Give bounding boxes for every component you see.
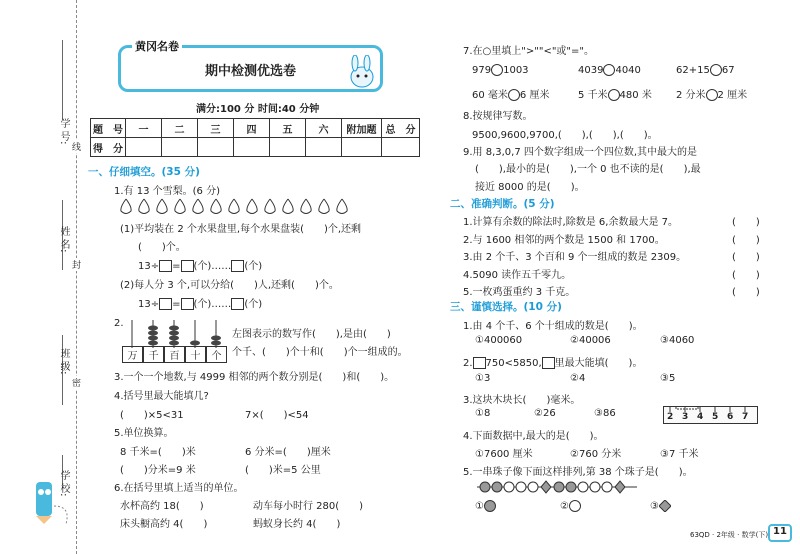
option[interactable]: ③7 千米 xyxy=(660,449,699,460)
ruler-label: 4 xyxy=(697,412,704,422)
class-label: 班 级: xyxy=(58,348,69,375)
brand-logo: 黄冈名卷 xyxy=(132,38,182,54)
option[interactable]: ③5 xyxy=(660,373,676,384)
question-text: ( )米=5 公里 xyxy=(245,465,321,476)
place-label: 百 xyxy=(164,346,185,363)
section-heading: 一、仔细填空。(35 分) xyxy=(88,166,200,178)
compare-circle[interactable] xyxy=(706,89,718,101)
equation-text: (个) xyxy=(244,299,263,310)
question-text: ( )个。 xyxy=(138,242,186,253)
score-table xyxy=(90,118,420,157)
compare-item xyxy=(676,86,747,101)
question-text: 动车每小时行 280( ) xyxy=(253,501,364,512)
table-cell: 题 号 xyxy=(91,119,126,138)
question-text: 5.一串珠子像下面这样排列,第 38 个珠子是( )。 xyxy=(463,467,693,478)
ruler-label: 7 xyxy=(742,412,749,422)
name-label: 姓 名: xyxy=(58,226,69,253)
question-text: 个千、( )个十和( )个一组成的。 xyxy=(232,347,408,358)
compare-circle[interactable] xyxy=(710,64,722,76)
question-number: 2. xyxy=(114,318,124,329)
question-text: 750<5850, xyxy=(485,358,542,369)
school-label: 学 校: xyxy=(58,470,69,497)
answer-paren[interactable]: ( ) xyxy=(732,270,760,281)
answer-paren[interactable]: ( ) xyxy=(732,217,760,228)
answer-box[interactable] xyxy=(181,260,194,272)
question-text: ( )×5<31 xyxy=(120,410,184,421)
answer-box[interactable] xyxy=(159,298,172,310)
question-text: 5.单位换算。 xyxy=(114,428,174,439)
compare-item xyxy=(578,64,641,76)
question-text: 6.在括号里填上适当的单位。 xyxy=(114,483,244,494)
rabbit-mascot-icon xyxy=(345,55,380,91)
ruler-label: 5 xyxy=(712,412,719,422)
exam-meta: 满分:100 分 时间:40 分钟 xyxy=(196,104,320,115)
bead-option[interactable] xyxy=(650,500,671,512)
question-text: 6 分米=( )厘米 xyxy=(245,447,331,458)
question-text: 1.由 4 个千、6 个十组成的数是( )。 xyxy=(463,321,643,332)
question-text: 水杯高约 18( ) xyxy=(120,501,204,512)
compare-left: 5 千米 xyxy=(578,90,608,101)
compare-right: 2 厘米 xyxy=(717,90,748,101)
compare-circle[interactable] xyxy=(608,89,620,101)
question-text: 床头橱高约 4( ) xyxy=(120,519,208,530)
question-text: 里最大能填( )。 xyxy=(554,358,643,369)
binding-line xyxy=(76,0,77,554)
judge-item: 5.一枚鸡蛋重约 3 千克。 xyxy=(463,287,576,298)
pencil-mascot-icon xyxy=(26,476,76,526)
dark-bead-icon xyxy=(484,500,496,512)
question-text: 左图表示的数写作( ),是由( ) xyxy=(232,329,391,340)
answer-box[interactable] xyxy=(542,357,555,369)
table-cell: 得 分 xyxy=(91,138,126,157)
question-text: 4.下面数据中,最大的是( )。 xyxy=(463,431,604,442)
table-cell: 三 xyxy=(198,119,234,138)
equation-text: (个)…… xyxy=(193,261,232,272)
compare-right: 1003 xyxy=(503,65,529,76)
judge-item: 3.由 2 个千、3 个百和 9 个一组成的数是 2309。 xyxy=(463,252,687,263)
score-cell[interactable] xyxy=(382,138,420,157)
mi-mark: 密 xyxy=(72,376,81,389)
option[interactable]: ②760 分米 xyxy=(570,449,622,460)
question-text: 7×( )<54 xyxy=(245,410,309,421)
compare-left: 2 分米 xyxy=(676,90,706,101)
option[interactable]: ①3 xyxy=(475,373,491,384)
place-label: 十 xyxy=(185,346,206,363)
option[interactable]: ①7600 厘米 xyxy=(475,449,533,460)
equation-text: 13÷ xyxy=(138,261,160,272)
option[interactable]: ③4060 xyxy=(660,335,695,346)
equation xyxy=(138,257,262,272)
section-heading: 三、谨慎选择。(10 分) xyxy=(450,301,562,313)
answer-paren[interactable]: ( ) xyxy=(732,235,760,246)
question-text: 9500,9600,9700,( ),( ),( )。 xyxy=(472,130,658,141)
footer-text: 63QD · 2年级 · 数学(下) xyxy=(690,531,769,539)
place-label: 万 xyxy=(122,346,143,363)
compare-left: 62+15 xyxy=(676,65,710,76)
question-text: (1)平均装在 2 个水果盘里,每个水果盘装( )个,还剩 xyxy=(120,224,362,235)
ruler-label: 6 xyxy=(727,412,734,422)
compare-right: 4040 xyxy=(615,65,641,76)
page-title: 期中检测优选卷 xyxy=(204,64,296,79)
light-bead-icon xyxy=(569,500,581,512)
question-text: 接近 8000 的是( )。 xyxy=(475,182,585,193)
judge-item: 4.5090 读作五千零九。 xyxy=(463,270,572,281)
answer-box[interactable] xyxy=(473,357,486,369)
bead-option[interactable] xyxy=(560,500,581,512)
question-text: 4.括号里最大能填几? xyxy=(114,391,209,402)
compare-circle[interactable] xyxy=(508,89,520,101)
xian-mark: 线 xyxy=(72,140,81,153)
section-heading: 二、准确判断。(5 分) xyxy=(450,198,555,210)
field-line xyxy=(62,40,63,120)
option[interactable]: ②40006 xyxy=(570,335,611,346)
question-text: 蚂蚁身长约 4( ) xyxy=(253,519,341,530)
question-text: ( )分米=9 米 xyxy=(120,465,196,476)
score-cell[interactable] xyxy=(306,138,342,157)
judge-item: 1.计算有余数的除法时,除数是 6,余数最大是 7。 xyxy=(463,217,678,228)
compare-right: 6 厘米 xyxy=(519,90,550,101)
table-row xyxy=(91,138,420,157)
score-cell[interactable] xyxy=(270,138,306,157)
place-label: 千 xyxy=(143,346,164,363)
table-cell: 一 xyxy=(126,119,162,138)
abacus-labels xyxy=(122,346,227,363)
table-cell: 五 xyxy=(270,119,306,138)
table-cell: 附加题 xyxy=(342,119,382,138)
compare-right: 67 xyxy=(721,65,735,76)
question-text: 7.在○里填上">""<"或"="。 xyxy=(463,46,595,57)
bead-option[interactable] xyxy=(475,500,496,512)
compare-circle[interactable] xyxy=(491,64,503,76)
answer-box[interactable] xyxy=(181,298,194,310)
equation-text: = xyxy=(172,299,181,310)
option[interactable]: ②26 xyxy=(534,408,556,419)
equation-text: (个)…… xyxy=(193,299,232,310)
compare-left: 60 毫米 xyxy=(472,90,508,101)
option-label: ① xyxy=(475,501,484,512)
score-cell[interactable] xyxy=(126,138,162,157)
compare-right: 480 米 xyxy=(619,90,652,101)
answer-paren[interactable]: ( ) xyxy=(732,252,760,263)
pear-icon-row xyxy=(118,197,358,217)
question-text: ( ),最小的是( ),一个 0 也不读的是( ),最 xyxy=(475,164,701,175)
compare-left: 979 xyxy=(472,65,492,76)
diamond-bead-icon xyxy=(659,500,671,512)
option[interactable]: ③86 xyxy=(594,408,616,419)
score-cell[interactable] xyxy=(234,138,270,157)
equation-text: (个) xyxy=(244,261,263,272)
answer-box[interactable] xyxy=(231,298,244,310)
answer-box[interactable] xyxy=(159,260,172,272)
question-text: 1.有 13 个雪梨。(6 分) xyxy=(114,186,220,197)
score-cell[interactable] xyxy=(198,138,234,157)
answer-box[interactable] xyxy=(231,260,244,272)
compare-item xyxy=(578,86,652,101)
ruler-label: 2 xyxy=(667,412,674,422)
option[interactable]: ①8 xyxy=(475,408,491,419)
compare-left: 4039 xyxy=(578,65,604,76)
page-number: 11 xyxy=(768,524,792,542)
equation xyxy=(138,295,262,310)
judge-item: 2.与 1600 相邻的两个数是 1500 和 1700。 xyxy=(463,235,665,246)
ruler-label: 3 xyxy=(682,412,689,422)
score-cell[interactable] xyxy=(162,138,198,157)
option-label: ② xyxy=(560,501,569,512)
bead-string-icon xyxy=(477,480,637,494)
place-label: 个 xyxy=(206,346,227,363)
compare-item xyxy=(676,64,735,76)
compare-item xyxy=(472,64,529,76)
question-text: 3.这块木块长( )毫米。 xyxy=(463,395,581,406)
compare-circle[interactable] xyxy=(603,64,615,76)
compare-item xyxy=(472,86,549,101)
question-text: 3.一个一个地数,与 4999 相邻的两个数分别是( )和( )。 xyxy=(114,372,395,383)
option-label: ③ xyxy=(650,501,659,512)
question-text: 8.按规律写数。 xyxy=(463,111,533,122)
question-text: 9.用 8,3,0,7 四个数字组成一个四位数,其中最大的是 xyxy=(463,147,698,158)
table-cell: 六 xyxy=(306,119,342,138)
ruler-icon xyxy=(663,406,758,424)
table-cell: 二 xyxy=(162,119,198,138)
question-text: 8 千米=( )米 xyxy=(120,447,196,458)
table-cell: 四 xyxy=(234,119,270,138)
option[interactable]: ②4 xyxy=(570,373,586,384)
feng-mark: 封 xyxy=(72,258,81,271)
number-label: 学 号: xyxy=(58,118,69,145)
equation-text: = xyxy=(172,261,181,272)
answer-paren[interactable]: ( ) xyxy=(732,287,760,298)
question-text: 2. 750<5850, 里最大能填( )。 xyxy=(463,358,643,369)
score-cell[interactable] xyxy=(342,138,382,157)
table-row xyxy=(91,119,420,138)
table-cell: 总 分 xyxy=(382,119,420,138)
question-text: (2)每人分 3 个,可以分给( )人,还剩( )个。 xyxy=(120,280,339,291)
option[interactable]: ①400060 xyxy=(475,335,523,346)
equation-text: 13÷ xyxy=(138,299,160,310)
